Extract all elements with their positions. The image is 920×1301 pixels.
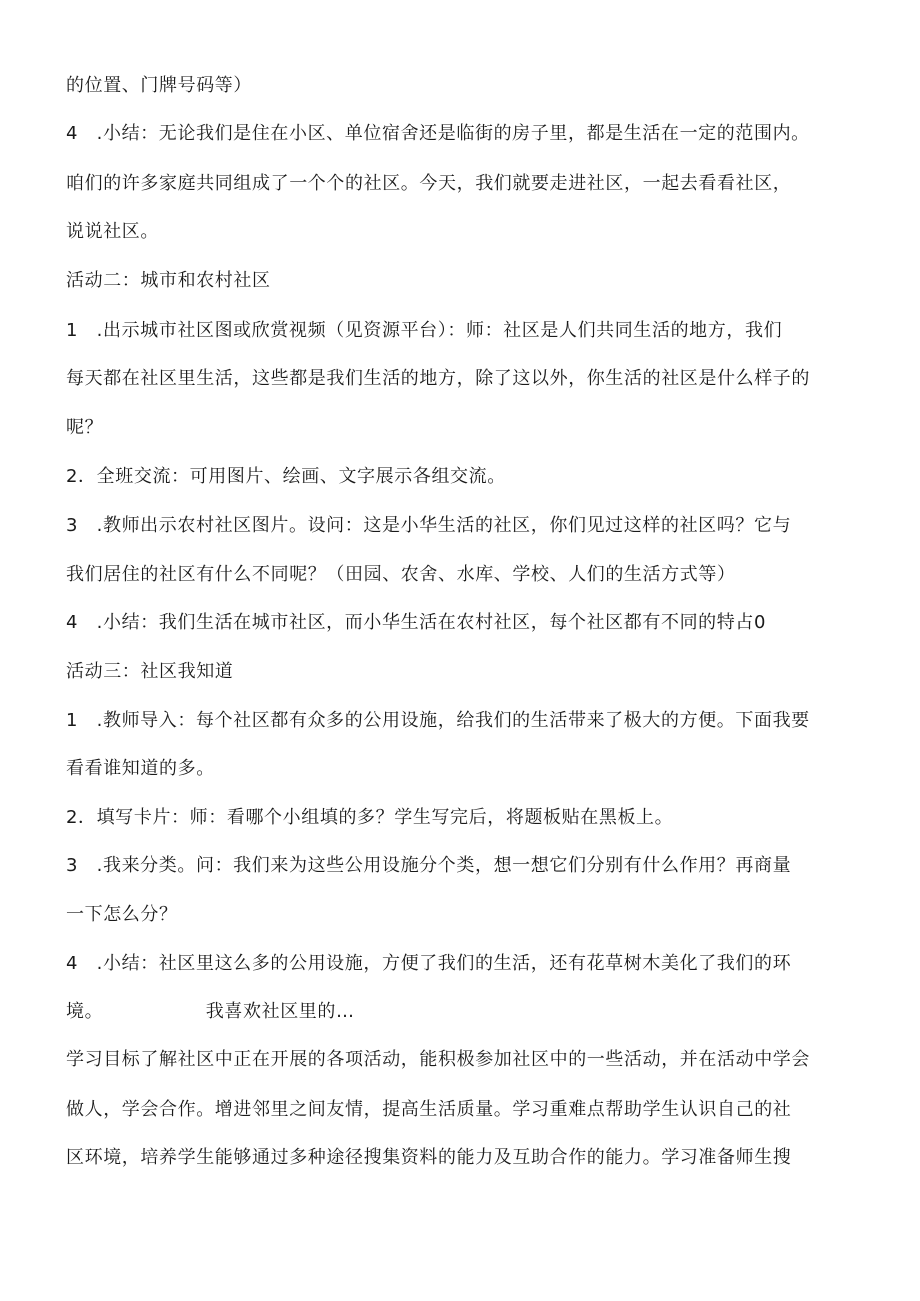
text-line: 1 .教师导入：每个社区都有众多的公用设施，给我们的生活带来了极大的方便。下面我要 [66, 710, 810, 731]
text-line: 3 .教师出示农村社区图片。设问：这是小华生活的社区，你们见过这样的社区吗？它与 [66, 515, 792, 536]
text-line: 2．填写卡片：师：看哪个小组填的多？学生写完后，将题板贴在黑板上。 [66, 807, 674, 828]
text-line: 区环境，培养学生能够通过多种途径搜集资料的能力及互助合作的能力。学习准备师生搜 [66, 1147, 792, 1168]
text-line: 呢？ [66, 417, 104, 438]
text-line: 学习目标了解社区中正在开展的各项活动，能积极参加社区中的一些活动，并在活动中学会 [66, 1049, 810, 1070]
text-line: 咱们的许多家庭共同组成了一个个的社区。今天，我们就要走进社区，一起去看看社区， [66, 173, 792, 194]
text-line: 看看谁知道的多。 [66, 758, 215, 779]
text-line: 每天都在社区里生活，这些都是我们生活的地方，除了这以外，你生活的社区是什么样子的 [66, 368, 810, 389]
text-line: 1 .出示城市社区图或欣赏视频（见资源平台）：师：社区是人们共同生活的地方，我们 [66, 320, 783, 341]
text-line: 做人，学会合作。增进邻里之间友情，提高生活质量。学习重难点帮助学生认识自己的社 [66, 1099, 792, 1120]
text-line: 的位置、门牌号码等） [66, 75, 252, 96]
text-line: 2．全班交流：可用图片、绘画、文字展示各组交流。 [66, 466, 506, 487]
text-line: 境。 我喜欢社区里的… [66, 1001, 355, 1022]
text-line: 4 .小结：社区里这么多的公用设施，方便了我们的生活，还有花草树木美化了我们的环 [66, 953, 792, 974]
text-line: 4 .小结：我们生活在城市社区，而小华生活在农村社区，每个社区都有不同的特占0 [66, 612, 767, 633]
text-line: 说说社区。 [66, 221, 159, 242]
text-line: 3 .我来分类。问：我们来为这些公用设施分个类，想一想它们分别有什么作用？再商量 [66, 855, 792, 876]
text-line: 4 .小结：无论我们是住在小区、单位宿舍还是临街的房子里，都是生活在一定的范围内。 [66, 123, 810, 144]
section-heading: 活动二：城市和农村社区 [66, 270, 271, 291]
section-heading: 活动三：社区我知道 [66, 661, 234, 682]
text-line: 我们居住的社区有什么不同呢？（田园、农舍、水库、学校、人们的生活方式等） [66, 564, 736, 585]
text-line: 一下怎么分？ [66, 904, 178, 925]
